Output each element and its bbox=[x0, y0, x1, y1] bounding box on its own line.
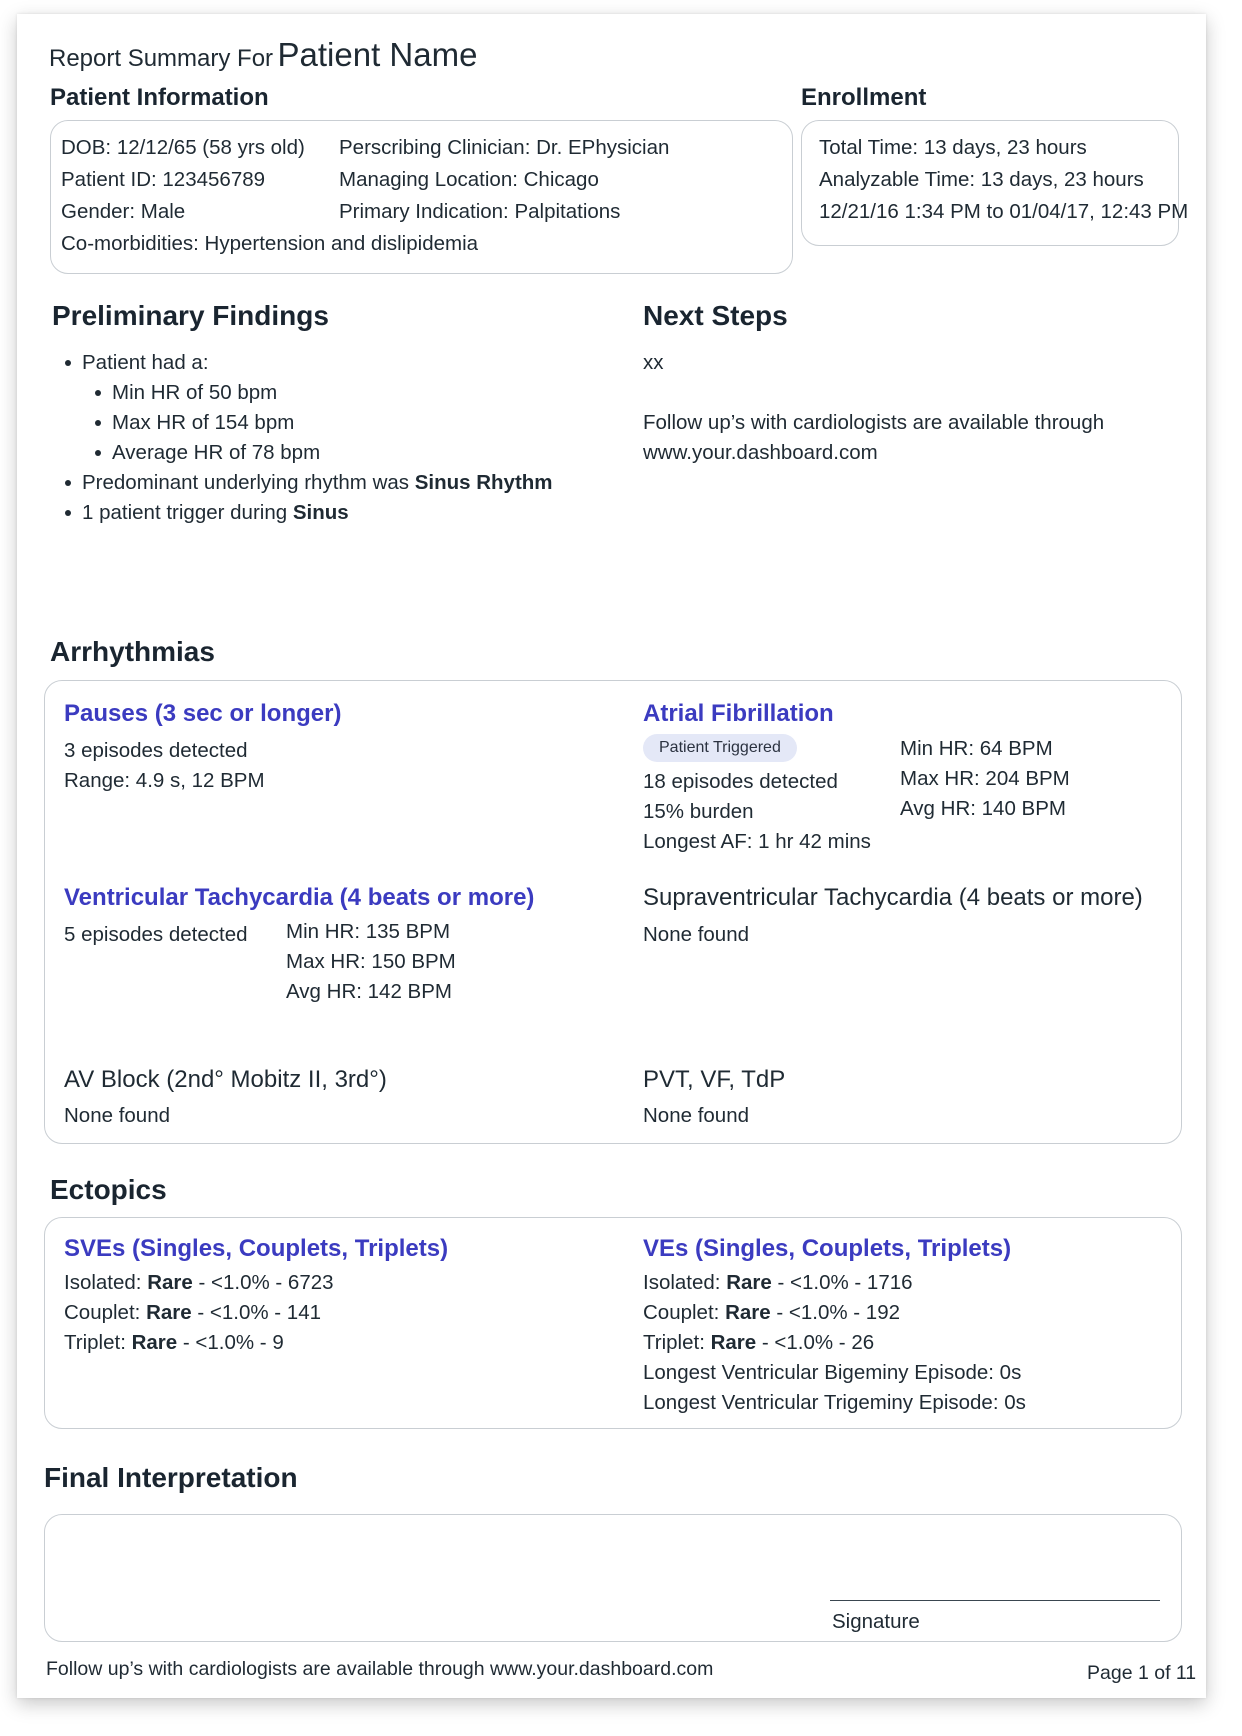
ectopics-heading: Ectopics bbox=[50, 1174, 167, 1205]
next-steps-line-1: xx bbox=[643, 351, 664, 374]
patient-name: Patient Name bbox=[277, 36, 478, 73]
bullet bbox=[65, 510, 71, 516]
final-interpretation-box[interactable] bbox=[44, 1514, 1182, 1642]
finding-intro: Patient had a: bbox=[82, 351, 209, 374]
pauses-episodes: 3 episodes detected bbox=[64, 739, 248, 762]
enrollment-range: 12/21/16 1:34 PM to 01/04/17, 12:43 PM bbox=[819, 200, 1189, 223]
ves-bigeminy: Longest Ventricular Bigeminy Episode: 0s bbox=[643, 1361, 1022, 1384]
signature-line bbox=[830, 1600, 1160, 1601]
afib-burden: 15% burden bbox=[643, 800, 754, 823]
finding-trigger: 1 patient trigger during Sinus bbox=[82, 501, 349, 524]
pauses-range: Range: 4.9 s, 12 BPM bbox=[64, 769, 265, 792]
signature-label: Signature bbox=[832, 1610, 920, 1633]
finding-max-hr: Max HR of 154 bpm bbox=[112, 411, 295, 434]
preliminary-findings-heading: Preliminary Findings bbox=[52, 300, 329, 331]
sves-couplet: Couplet: Rare - <1.0% - 141 bbox=[64, 1301, 321, 1324]
vt-title[interactable]: Ventricular Tachycardia (4 beats or more) bbox=[64, 884, 535, 911]
vt-episodes: 5 episodes detected bbox=[64, 923, 248, 946]
vt-min-hr: Min HR: 135 BPM bbox=[286, 920, 451, 943]
final-interpretation-heading: Final Interpretation bbox=[44, 1462, 298, 1493]
arrhythmias-box bbox=[44, 680, 1182, 1144]
pvt-status: None found bbox=[643, 1104, 750, 1127]
patient-info-heading: Patient Information bbox=[50, 84, 269, 111]
enrollment-box bbox=[801, 120, 1189, 246]
bullet bbox=[65, 480, 71, 486]
report-page bbox=[17, 14, 1206, 1698]
afib-avg-hr: Avg HR: 140 BPM bbox=[900, 797, 1066, 820]
next-steps-heading: Next Steps bbox=[643, 300, 788, 331]
vt-max-hr: Max HR: 150 BPM bbox=[286, 950, 456, 973]
sves-isolated: Isolated: Rare - <1.0% - 6723 bbox=[64, 1271, 334, 1294]
patient-info-box bbox=[50, 120, 793, 274]
ves-couplet: Couplet: Rare - <1.0% - 192 bbox=[643, 1301, 900, 1324]
ves-isolated: Isolated: Rare - <1.0% - 1716 bbox=[643, 1271, 913, 1294]
analyzable-time: Analyzable Time: 13 days, 23 hours bbox=[819, 168, 1144, 191]
ves-title[interactable]: VEs (Singles, Couplets, Triplets) bbox=[643, 1235, 1012, 1262]
page-number: Page 1 of 11 bbox=[1087, 1662, 1197, 1684]
primary-indication: Primary Indication: Palpitations bbox=[339, 200, 621, 223]
ves-triplet: Triplet: Rare - <1.0% - 26 bbox=[643, 1331, 875, 1354]
dob: DOB: 12/12/65 (58 yrs old) bbox=[61, 136, 305, 159]
next-steps-line-2: Follow up’s with cardiologists are available through bbox=[643, 411, 1105, 434]
pvt-title: PVT, VF, TdP bbox=[643, 1066, 786, 1093]
report-title bbox=[49, 36, 477, 74]
afib-title[interactable]: Atrial Fibrillation bbox=[643, 700, 834, 727]
report-title-prefix: Report Summary For bbox=[49, 45, 274, 72]
finding-avg-hr: Average HR of 78 bpm bbox=[112, 441, 321, 464]
bullet bbox=[95, 390, 101, 396]
svt-status: None found bbox=[643, 923, 750, 946]
bullet bbox=[95, 420, 101, 426]
finding-min-hr: Min HR of 50 bpm bbox=[112, 381, 278, 404]
total-time: Total Time: 13 days, 23 hours bbox=[819, 136, 1087, 159]
sves-title[interactable]: SVEs (Singles, Couplets, Triplets) bbox=[64, 1235, 449, 1262]
comorbidities: Co-morbidities: Hypertension and dislipidemia bbox=[61, 232, 479, 255]
bullet bbox=[95, 450, 101, 456]
patient-id: Patient ID: 123456789 bbox=[61, 168, 266, 191]
managing-location: Managing Location: Chicago bbox=[339, 168, 599, 191]
av-block-title: AV Block (2nd° Mobitz II, 3rd°) bbox=[64, 1066, 387, 1093]
ectopics-box bbox=[44, 1217, 1182, 1429]
pauses-title[interactable]: Pauses (3 sec or longer) bbox=[64, 700, 342, 727]
enrollment-heading: Enrollment bbox=[801, 84, 927, 111]
afib-episodes: 18 episodes detected bbox=[643, 770, 838, 793]
gender: Gender: Male bbox=[61, 200, 186, 223]
afib-min-hr: Min HR: 64 BPM bbox=[900, 737, 1053, 760]
ves-trigeminy: Longest Ventricular Trigeminy Episode: 0s bbox=[643, 1391, 1026, 1414]
afib-max-hr: Max HR: 204 BPM bbox=[900, 767, 1070, 790]
finding-rhythm: Predominant underlying rhythm was Sinus Rhythm bbox=[82, 471, 553, 494]
next-steps-link[interactable]: www.your.dashboard.com bbox=[643, 441, 878, 464]
sves-triplet: Triplet: Rare - <1.0% - 9 bbox=[64, 1331, 284, 1354]
prescribing-clinician: Perscribing Clinician: Dr. EPhysician bbox=[339, 136, 670, 159]
patient-triggered-badge: Patient Triggered bbox=[643, 734, 797, 762]
bullet bbox=[65, 360, 71, 366]
vt-avg-hr: Avg HR: 142 BPM bbox=[286, 980, 452, 1003]
av-block-status: None found bbox=[64, 1104, 171, 1127]
svt-title: Supraventricular Tachycardia (4 beats or more) bbox=[643, 884, 1143, 911]
afib-longest: Longest AF: 1 hr 42 mins bbox=[643, 830, 871, 853]
arrhythmias-heading: Arrhythmias bbox=[50, 636, 215, 667]
footer-note: Follow up’s with cardiologists are available through www.your.dashboard.com bbox=[46, 1658, 714, 1680]
